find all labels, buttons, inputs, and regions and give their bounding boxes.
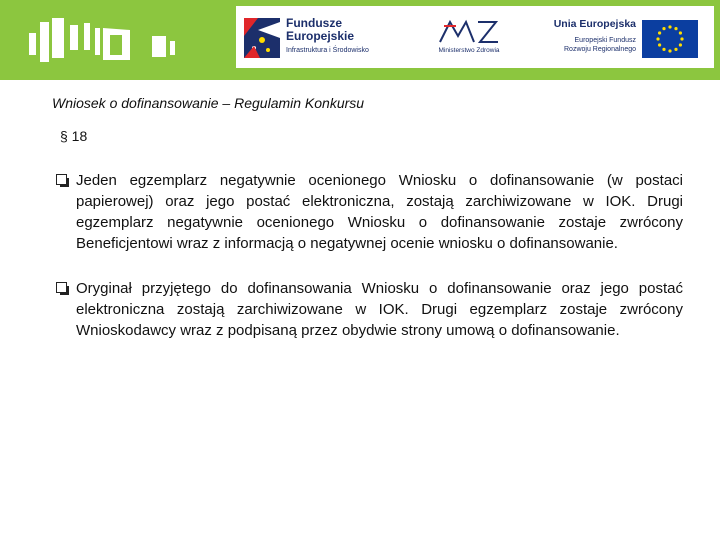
unia-title: Unia Europejska <box>553 18 636 30</box>
bullet-item-1 <box>56 170 683 254</box>
unia-subtitle-line2: Rozwoju Regionalnego <box>564 46 636 53</box>
fundusze-title <box>286 17 354 43</box>
bullet-text-1: Jeden egzemplarz negatywnie ocenionego Wniosku o dofinansowanie (w postaci papierowej) oraz jego postać elektroniczna, zostają zarchiwizowane w IOK. Drugi egzemplarz negatywnie ocenionego Wniosku o dofinansowanie zostaje zwrócony Beneficjentowi wraz z informacją o negatywnej ocenie wniosku o dofinansowanie. <box>76 172 683 252</box>
ministerstwo-zdrowia-logo-icon <box>436 16 500 46</box>
fundusze-title-line2: Europejskie <box>286 29 355 43</box>
checkbox-bullet-icon <box>56 174 67 185</box>
unia-subtitle <box>536 36 636 54</box>
logo-bar <box>236 6 714 68</box>
fundusze-europejskie-logo-icon <box>244 18 280 58</box>
section-number: § 18 <box>60 128 88 144</box>
header-band <box>0 0 720 80</box>
fundusze-title-line1: Fundusze <box>286 16 342 30</box>
fundusze-subtitle: Infrastruktura i Środowisko <box>286 47 369 54</box>
ministerstwo-subtitle: Ministerstwo Zdrowia <box>438 47 500 54</box>
bullet-item-2 <box>56 278 683 341</box>
bullet-text-2: Oryginał przyjętego do dofinansowania Wniosku o dofinansowanie oraz jego postać elektroniczna zostają zarchiwizowane w IOK. Drugi egzemplarz zostaje zwrócony Wnioskodawcy wraz z podpisaną przez obydwie strony umową o dofinansowanie. <box>76 280 683 339</box>
decorative-blocks <box>0 0 230 80</box>
eu-flag-icon <box>642 20 698 58</box>
unia-subtitle-line1: Europejski Fundusz <box>574 37 636 44</box>
ministerstwo-zdrowia-logo <box>432 16 506 62</box>
unia-europejska-logo <box>536 14 706 62</box>
fundusze-europejskie-logo <box>244 14 426 62</box>
checkbox-bullet-icon <box>56 282 67 293</box>
document-heading: Wniosek o dofinansowanie – Regulamin Konkursu <box>52 95 365 111</box>
